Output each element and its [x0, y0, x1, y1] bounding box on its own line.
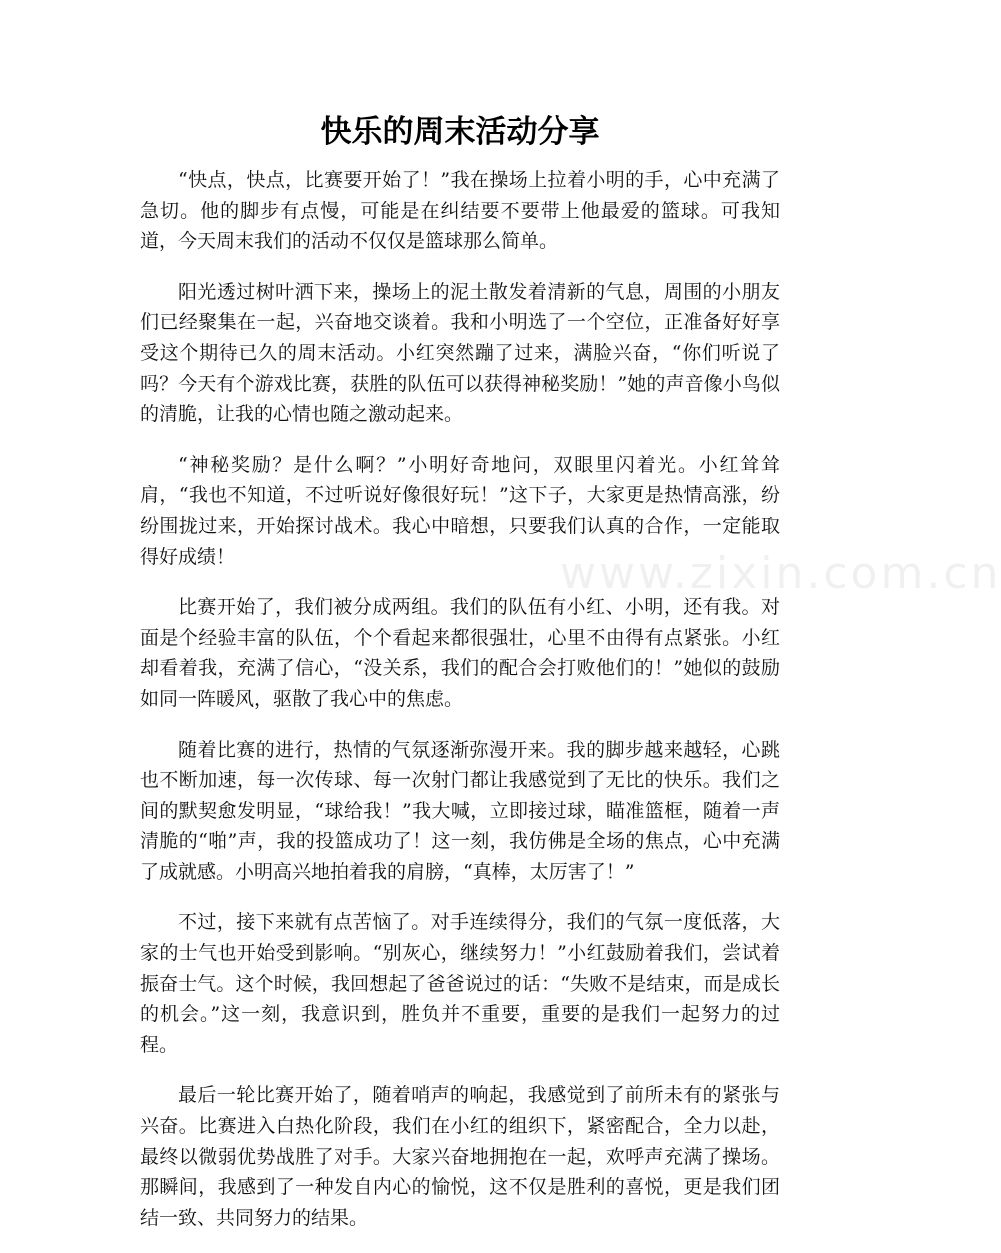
- paragraph-7: 最后一轮比赛开始了，随着哨声的响起，我感觉到了前所未有的紧张与兴奋。比赛进入白热化阶段，我们在小红的组织下，紧密配合，全力以赴，最终以微弱优势战胜了对手。大家兴奋地拥抱在一起，欢呼声充满了操场。那瞬间，我感到了一种发自内心的愉悦，这不仅是胜利的喜悦，更是我们团结一致、共同努力的结果。: [140, 1084, 780, 1229]
- paragraph-4: 比赛开始了，我们被分成两组。我们的队伍有小红、小明，还有我。对面是个经验丰富的队伍，个个看起来都很强壮，心里不由得有点紧张。小红却看着我，充满了信心，“没关系，我们的配合会打败他们的！”她似的鼓励如同一阵暖风，驱散了我心中的焦虑。: [140, 596, 780, 710]
- paragraph-6: 不过，接下来就有点苦恼了。对手连续得分，我们的气氛一度低落，大家的士气也开始受到影响。“别灰心，继续努力！”小红鼓励着我们，尝试着振奋士气。这个时候，我回想起了爸爸说过的话：“失败不是结束，而是成长的机会。”这一刻，我意识到，胜负并不重要，重要的是我们一起努力的过程。: [140, 911, 780, 1056]
- paragraph-2: 阳光透过树叶洒下来，操场上的泥土散发着清新的气息，周围的小朋友们已经聚集在一起，兴奋地交谈着。我和小明选了一个空位，正准备好好享受这个期待已久的周末活动。小红突然蹦了过来，满脸兴奋，“你们听说了吗？今天有个游戏比赛，获胜的队伍可以获得神秘奖励！”她的声音像小鸟似的清脆，让我的心情也随之激动起来。: [140, 280, 780, 426]
- document-title: 快乐的周末活动分享: [320, 114, 600, 150]
- paragraph-1: “快点，快点，比赛要开始了！”我在操场上拉着小明的手，心中充满了急切。他的脚步有点慢，可能是在纠结要不要带上他最爱的篮球。可我知道，今天周末我们的活动不仅仅是篮球那么简单。: [140, 169, 780, 253]
- watermark: www.zixin.com.cn: [560, 548, 1001, 599]
- paragraph-3: “神秘奖励？是什么啊？”小明好奇地问，双眼里闪着光。小红耸耸肩，“我也不知道，不过听说好像很好玩！”这下子，大家更是热情高涨，纷纷围拢过来，开始探讨战术。我心中暗想，只要我们认真的合作，一定能取得好成绩！: [140, 453, 780, 568]
- document-body: [140, 165, 780, 1253]
- paragraph-5: 随着比赛的进行，热情的气氛逐渐弥漫开来。我的脚步越来越轻，心跳也不断加速，每一次传球、每一次射门都让我感觉到了无比的快乐。我们之间的默契愈发明显，“球给我！”我大喊，立即接过球，瞄准篮框，随着一声清脆的“啪”声，我的投篮成功了！这一刻，我仿佛是全场的焦点，心中充满了成就感。小明高兴地拍着我的肩膀，“真棒，太厉害了！”: [140, 738, 780, 883]
